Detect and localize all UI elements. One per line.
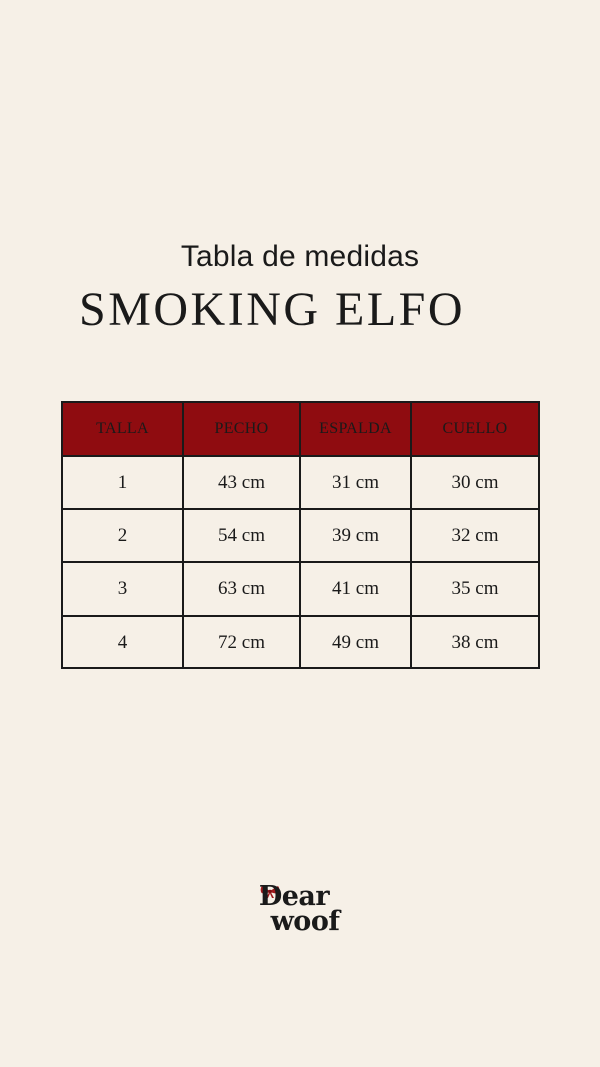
page-subtitle: Tabla de medidas [180, 240, 420, 273]
table-cell-pecho: 72 cm [184, 617, 301, 669]
table-cell-talla: 3 [63, 563, 184, 617]
table-cell-cuello: 30 cm [412, 457, 538, 510]
table-cell-pecho: 54 cm [184, 510, 301, 563]
brand-logo-line2: woof [270, 906, 340, 937]
column-header-cuello: CUELLO [412, 403, 538, 457]
table-cell-talla: 2 [63, 510, 184, 563]
column-header-pecho: PECHO [184, 403, 301, 457]
brand-logo-line1: Dear [258, 881, 330, 912]
table-cell-talla: 4 [63, 617, 184, 669]
size-table [61, 401, 540, 669]
table-cell-pecho: 43 cm [184, 457, 301, 510]
table-cell-cuello: 32 cm [412, 510, 538, 563]
table-cell-espalda: 39 cm [301, 510, 412, 563]
table-cell-espalda: 31 cm [301, 457, 412, 510]
table-cell-pecho: 63 cm [184, 563, 301, 617]
table-cell-espalda: 49 cm [301, 617, 412, 669]
column-header-espalda: ESPALDA [301, 403, 412, 457]
page-title: SMOKING ELFO [79, 283, 466, 336]
column-header-talla: TALLA [63, 403, 184, 457]
table-cell-cuello: 38 cm [451, 632, 499, 653]
table-cell-cuello: 35 cm [412, 563, 538, 617]
table-cell-espalda: 41 cm [301, 563, 412, 617]
table-cell-talla: 1 [63, 457, 184, 510]
brand-logo [0, 881, 600, 937]
